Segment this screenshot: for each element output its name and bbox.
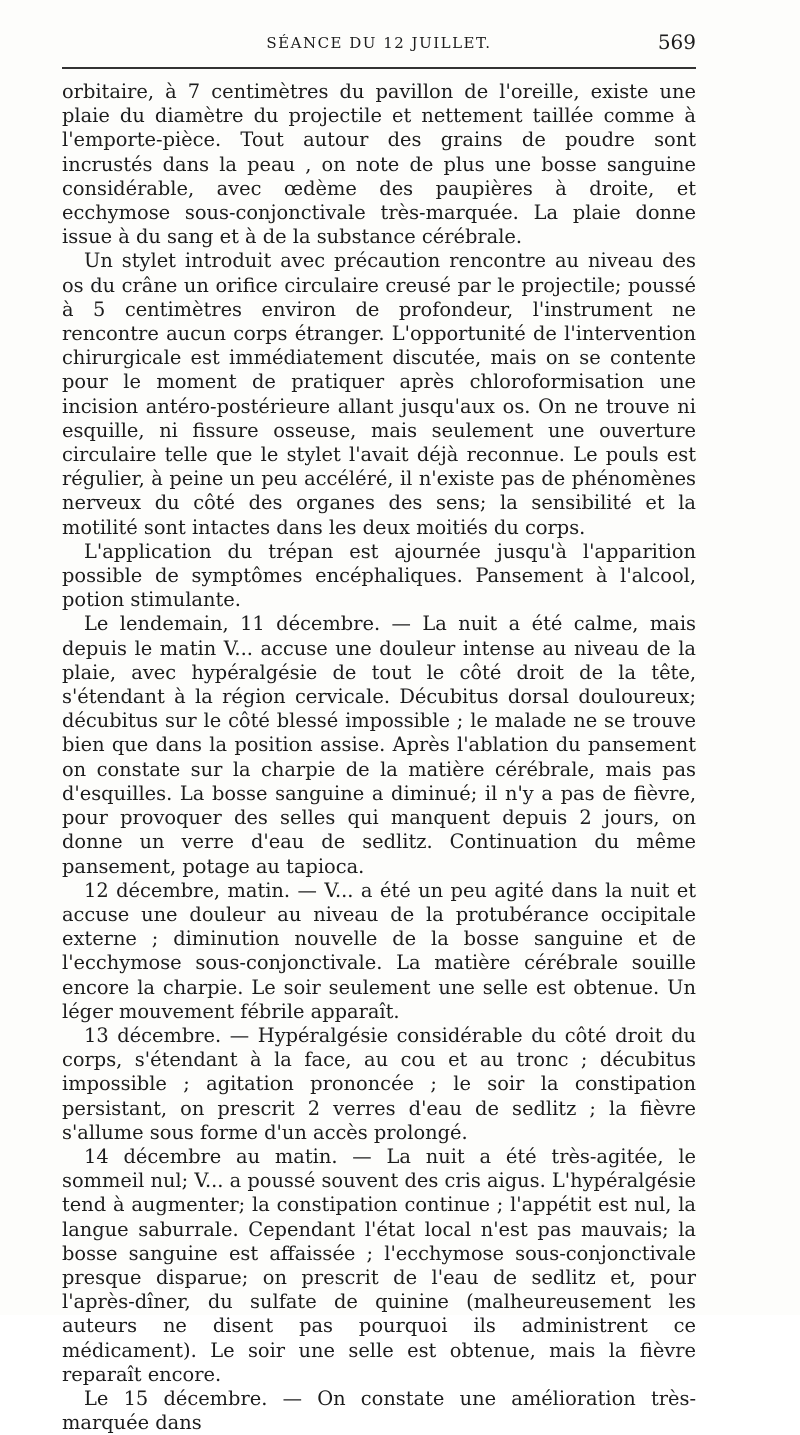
paragraph: Le 15 décembre. — On constate une amélioration très-marquée dans — [62, 1386, 696, 1435]
body-text — [62, 80, 696, 1435]
page-header — [62, 30, 696, 56]
paragraph: 14 décembre au matin. — La nuit a été très-agitée, le sommeil nul; V... a poussé souvent des cris aigus. L'hypéralgésie tend à augmenter; la constipation continue ; l'appétit est nul, la langue saburrale. Cependant l'état local n'est pas mauvais; la bosse sanguine est affaissée ; l'ecchymose sous-conjonctivale presque disparue; on prescrit de l'eau de sedlitz et, pour l'après-dîner, du sulfate de quinine (malheureusement les auteurs ne disent pas pourquoi ils administrent ce médicament). Le soir une selle est obtenue, mais la fièvre reparaît encore. — [62, 1144, 696, 1386]
paragraph: L'application du trépan est ajournée jusqu'à l'apparition possible de symptômes encéphaliques. Pansement à l'alcool, potion stimulante. — [62, 539, 696, 612]
running-head: SÉANCE DU 12 JUILLET. — [266, 34, 492, 52]
page-number: 569 — [657, 30, 696, 54]
paragraph: 13 décembre. — Hypéralgésie considérable du côté droit du corps, s'étendant à la face, au cou et au tronc ; décubitus impossible ; agitation prononcée ; le soir la constipation persistant, on prescrit 2 verres d'eau de sedlitz ; la fièvre s'allume sous forme d'un accès prolongé. — [62, 1023, 696, 1144]
paragraph: Le lendemain, 11 décembre. — La nuit a été calme, mais depuis le matin V... accuse une douleur intense au niveau de la plaie, avec hypéralgésie de tout le côté droit de la tête, s'étendant à la région cervicale. Décubitus dorsal douloureux; décubitus sur le côté blessé impossible ; le malade ne se trouve bien que dans la position assise. Après l'ablation du pansement on constate sur la charpie de la matière cérébrale, mais pas d'esquilles. La bosse sanguine a diminué; il n'y a pas de fièvre, pour provoquer des selles qui manquent depuis 2 jours, on donne un verre d'eau de sedlitz. Continuation du même pansement, potage au tapioca. — [62, 612, 696, 878]
paragraph: Un stylet introduit avec précaution rencontre au niveau des os du crâne un orifice circulaire creusé par le projectile; poussé à 5 centimètres environ de profondeur, l'instrument ne rencontre aucun corps étranger. L'opportunité de l'intervention chirurgicale est immédiatement discutée, mais on se contente pour le moment de pratiquer après chloroformisation une incision antéro-postérieure allant jusqu'aux os. On ne trouve ni esquille, ni fissure osseuse, mais seulement une ouverture circulaire telle que le stylet l'avait déjà reconnue. Le pouls est régulier, à peine un peu accéléré, il n'existe pas de phénomènes nerveux du côté des organes des sens; la sensibilité et la motilité sont intactes dans les deux moitiés du corps. — [62, 249, 696, 539]
paragraph: orbitaire, à 7 centimètres du pavillon de l'oreille, existe une plaie du diamètre du projectile et nettement taillée comme à l'emporte-pièce. Tout autour des grains de poudre sont incrustés dans la peau , on note de plus une bosse sanguine considérable, avec œdème des paupières à droite, et ecchymose sous-conjonctivale très-marquée. La plaie donne issue à du sang et à de la substance cérébrale. — [62, 80, 696, 249]
paragraph: 12 décembre, matin. — V... a été un peu agité dans la nuit et accuse une douleur au niveau de la protubérance occipitale externe ; diminution nouvelle de la bosse sanguine et de l'ecchymose sous-conjonctivale. La matière cérébrale souille encore la charpie. Le soir seulement une selle est obtenue. Un léger mouvement fébrile apparaît. — [62, 878, 696, 1023]
header-rule — [62, 67, 696, 69]
